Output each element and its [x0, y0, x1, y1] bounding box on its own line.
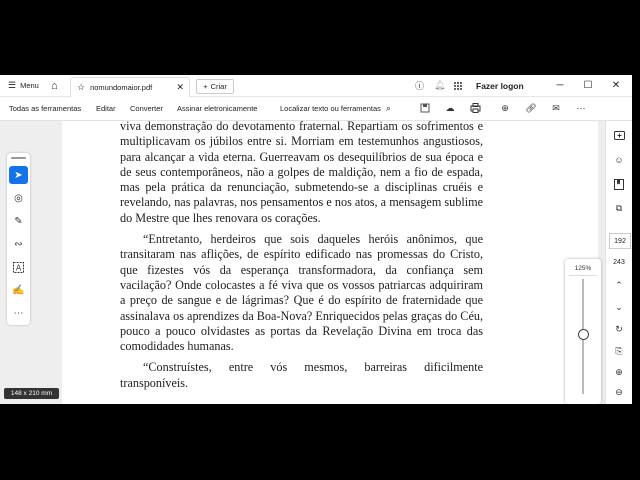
- select-cursor-icon[interactable]: ➤: [9, 166, 28, 184]
- ai-assistant-icon[interactable]: ⊕: [501, 102, 509, 113]
- star-icon[interactable]: ☆: [77, 82, 86, 92]
- svg-text:A: A: [15, 263, 22, 272]
- maximize-icon[interactable]: ☐: [583, 80, 593, 91]
- add-comment-icon[interactable]: [610, 128, 628, 144]
- zoom-in-icon[interactable]: ⊕: [615, 366, 623, 377]
- document-tab[interactable]: ☆ nomundomaior.pdf ✕: [70, 77, 190, 97]
- paragraph-1: viva demonstração do devotamento fraternal. Repartiam os sofrimentos e multiplicavam os júbilos entre si. Morriam em testemunhos angustiosos, para alcançar a vida eterna. Guerreavam os desequilíbrios de sua época e de seus contemporâneos, não a golpes de maldição, nem a fio de espada, mas pela prática da renunciação, submetendo-se a disciplinas cruéis e revelando, nas palavras, nos pensamentos e nos atos, a mensagem sublime do Mestre que lhes renovara os corações.: [120, 121, 483, 225]
- hamburger-icon: ☰: [8, 80, 17, 90]
- sign-button[interactable]: Assinar eletronicamente: [177, 104, 258, 113]
- zoom-popup: [565, 259, 601, 404]
- total-pages: 243: [609, 255, 629, 269]
- quick-tools-panel: [7, 153, 30, 325]
- panel-grip[interactable]: [11, 157, 26, 159]
- current-page-field[interactable]: 192: [609, 233, 631, 249]
- search-icon: ⌕: [385, 103, 391, 113]
- close-window-icon[interactable]: ✕: [611, 80, 621, 91]
- pages-icon[interactable]: ⧉: [615, 202, 623, 213]
- right-rail: [605, 121, 632, 404]
- help-icon[interactable]: ⓘ: [415, 81, 425, 91]
- search-box[interactable]: Localizar texto ou ferramentas ⌕: [280, 103, 391, 113]
- close-tab-icon[interactable]: ✕: [176, 82, 184, 92]
- bell-icon[interactable]: 🔔︎: [434, 80, 446, 90]
- all-tools-button[interactable]: Todas as ferramentas: [9, 104, 82, 113]
- text-box-icon[interactable]: [9, 258, 28, 276]
- link-icon[interactable]: 🔗︎: [525, 102, 537, 113]
- ai-chat-icon[interactable]: ☺: [614, 155, 624, 165]
- plus-icon: +: [203, 82, 208, 91]
- print-icon[interactable]: [468, 101, 482, 115]
- highlight-pen-icon[interactable]: ✎: [14, 215, 23, 227]
- pdf-page: [62, 121, 598, 404]
- comment-icon[interactable]: ◎: [14, 192, 23, 204]
- title-bar: [0, 75, 632, 97]
- paragraph-2: “Entretanto, herdeiros que sois daqueles heróis anônimos, que transitaram nas aflições, de espírito edificado nas promessas do Cristo, que fizestes vós da esperança transformadora, da confiança sem vacilação? Onde colocastes a fé viva que os vossos patriarcas adquiriram a preço de sangue e de lágrimas? Que é do espírito de fraternidade que assinalava os aprendizes da Boa-Nova? Enriquecidos pelas graças do Céu, pouco a pouco olvidastes as portas da Revelação Divina em troca das comodidades humanas.: [120, 232, 483, 354]
- main-toolbar: [0, 97, 632, 121]
- app-window: [0, 75, 632, 404]
- minimize-icon[interactable]: ─: [556, 80, 564, 91]
- convert-button[interactable]: Converter: [130, 104, 163, 113]
- page-text: [120, 121, 483, 391]
- paragraph-3: “Construístes, entre vós mesmos, barreiras dificilmente transponíveis.: [120, 360, 483, 390]
- more-tools-icon[interactable]: ⋯: [13, 307, 24, 319]
- chevron-down-icon[interactable]: ⌄: [615, 301, 623, 312]
- email-icon[interactable]: ✉: [552, 102, 560, 113]
- login-button[interactable]: Fazer logon: [476, 80, 524, 91]
- rotate-icon[interactable]: ↻: [615, 323, 623, 334]
- bookmark-icon[interactable]: [610, 176, 628, 192]
- draw-icon[interactable]: ∾: [14, 238, 23, 250]
- chevron-up-icon[interactable]: ⌃: [615, 279, 623, 290]
- page-size-label: 148 x 210 mm: [4, 388, 59, 399]
- menu-button[interactable]: ☰ Menu: [8, 80, 39, 90]
- zoom-out-icon[interactable]: ⊖: [615, 386, 623, 397]
- zoom-slider-handle[interactable]: [578, 329, 589, 340]
- more-options-icon[interactable]: ⋯: [576, 102, 586, 113]
- upload-cloud-icon[interactable]: ☁: [445, 102, 455, 113]
- signature-icon[interactable]: ✍: [12, 284, 25, 296]
- extract-pages-icon[interactable]: ⎘: [615, 345, 623, 356]
- apps-icon[interactable]: [453, 75, 463, 96]
- document-viewport: [0, 121, 632, 404]
- home-icon[interactable]: ⌂: [51, 79, 58, 92]
- edit-button[interactable]: Editar: [96, 104, 116, 113]
- save-icon[interactable]: [418, 101, 432, 115]
- new-tab-button[interactable]: + Criar: [196, 79, 234, 94]
- zoom-level[interactable]: 125%: [574, 265, 592, 272]
